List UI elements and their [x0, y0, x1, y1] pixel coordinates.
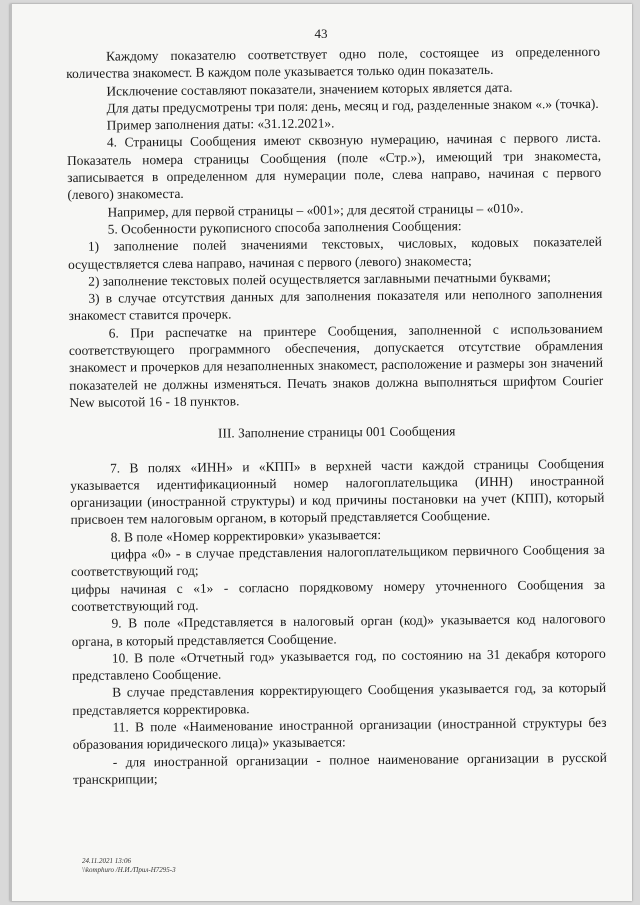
paragraph: 5. Особенности рукописного способа заполнения Сообщения: — [107, 218, 462, 237]
paragraph: В случае представления корректирующего Сообщения указывается год, за который представляется корректировка. — [72, 680, 607, 718]
section-heading: III. Заполнение страницы 001 Сообщения — [217, 423, 456, 441]
paragraph: Например, для первой страницы – «001»; для десятой страницы – «010». — [107, 200, 524, 220]
paragraph: 8. В поле «Номер корректировки» указывается: — [110, 526, 382, 545]
paragraph: Для даты предусмотрены три поля: день, месяц и год, разделенные знаком «.» (точка). — [106, 95, 599, 116]
paragraph: 10. В поле «Отчетный год» указывается год, по состоянию на 31 декабря которого представлено Сообщение. — [71, 645, 606, 684]
paragraph: Исключение составляют показатели, значением которых является дата. — [106, 79, 513, 99]
document-page — [10, 4, 632, 901]
paragraph: 6. При распечатке на принтере Сообщения, заполненной с использованием соответствующего программного обеспечения, допускается отсутствие обрамления знакомест и прочерков для незаполненных знакомест, расположение и размеры зон значений показателей не должны изменяться. Печать знаков должна выполняться шрифтом Courier New высотой 16 - 18 пунктов. — [68, 320, 604, 410]
footer — [82, 857, 176, 875]
paragraph: 7. В полях «ИНН» и «КПП» в верхней части каждой страницы Сообщения указывается идентификационный номер налогоплательщика (ИНН) иностранной организации (иностранной структуры) и код причины постановки на учет (КПП), который присвоен тем налоговым органом, в который представляется Сообщение. — [70, 455, 605, 528]
paragraph: Пример заполнения даты: «31.12.2021». — [106, 115, 335, 133]
document-body — [66, 43, 607, 788]
list-item: 3) в случае отсутствия данных для заполнения показателя или неполного заполнения знакомест ставится прочерк. — [68, 286, 603, 324]
page-number: 43 — [314, 26, 328, 41]
paragraph: 4. Страницы Сообщения имеют сквозную нумерацию, начиная с первого листа. Показатель номера страницы Сообщения (поле «Стр.»), имеющий три знакоместа, записывается в определенном для нумерации поле, слева направо, начиная с первого (левого) знакоместа. — [67, 130, 602, 203]
paragraph: 11. В поле «Наименование иностранной организации (иностранной структуры без образования юридического лица)» указывается: — [72, 714, 607, 753]
paragraph: цифры начиная с «1» - согласно порядковому номеру уточненного Сообщения за соответствующий год. — [71, 576, 606, 614]
paragraph: Каждому показателю соответствует одно поле, состоящее из определенного количества знакомест. В каждом поле указывается только один показатель. — [66, 43, 601, 82]
footer-path: \\komphuro /Н.И./Прил-Н7295-3 — [82, 866, 176, 874]
scan-edge — [10, 4, 12, 901]
paragraph: - для иностранной организации - полное наименование организации в русской транскрипции; — [72, 749, 607, 787]
list-item: 2) заполнение текстовых полей осуществляется заглавными печатными буквами; — [88, 269, 551, 289]
list-item: 1) заполнение полей значениями текстовых, числовых, кодовых показателей осуществляется слева направо, начиная с первого (левого) знакоместа; — [68, 234, 602, 272]
paragraph: цифра «0» - в случае представления налогоплательщиком первичного Сообщения за соответствующий год; — [70, 541, 605, 580]
paragraph: 9. В поле «Представляется в налоговый орган (код)» указывается код налогового органа, в который представляется Сообщение. — [71, 611, 606, 649]
footer-timestamp: 24.11.2021 13:06 — [82, 857, 132, 865]
